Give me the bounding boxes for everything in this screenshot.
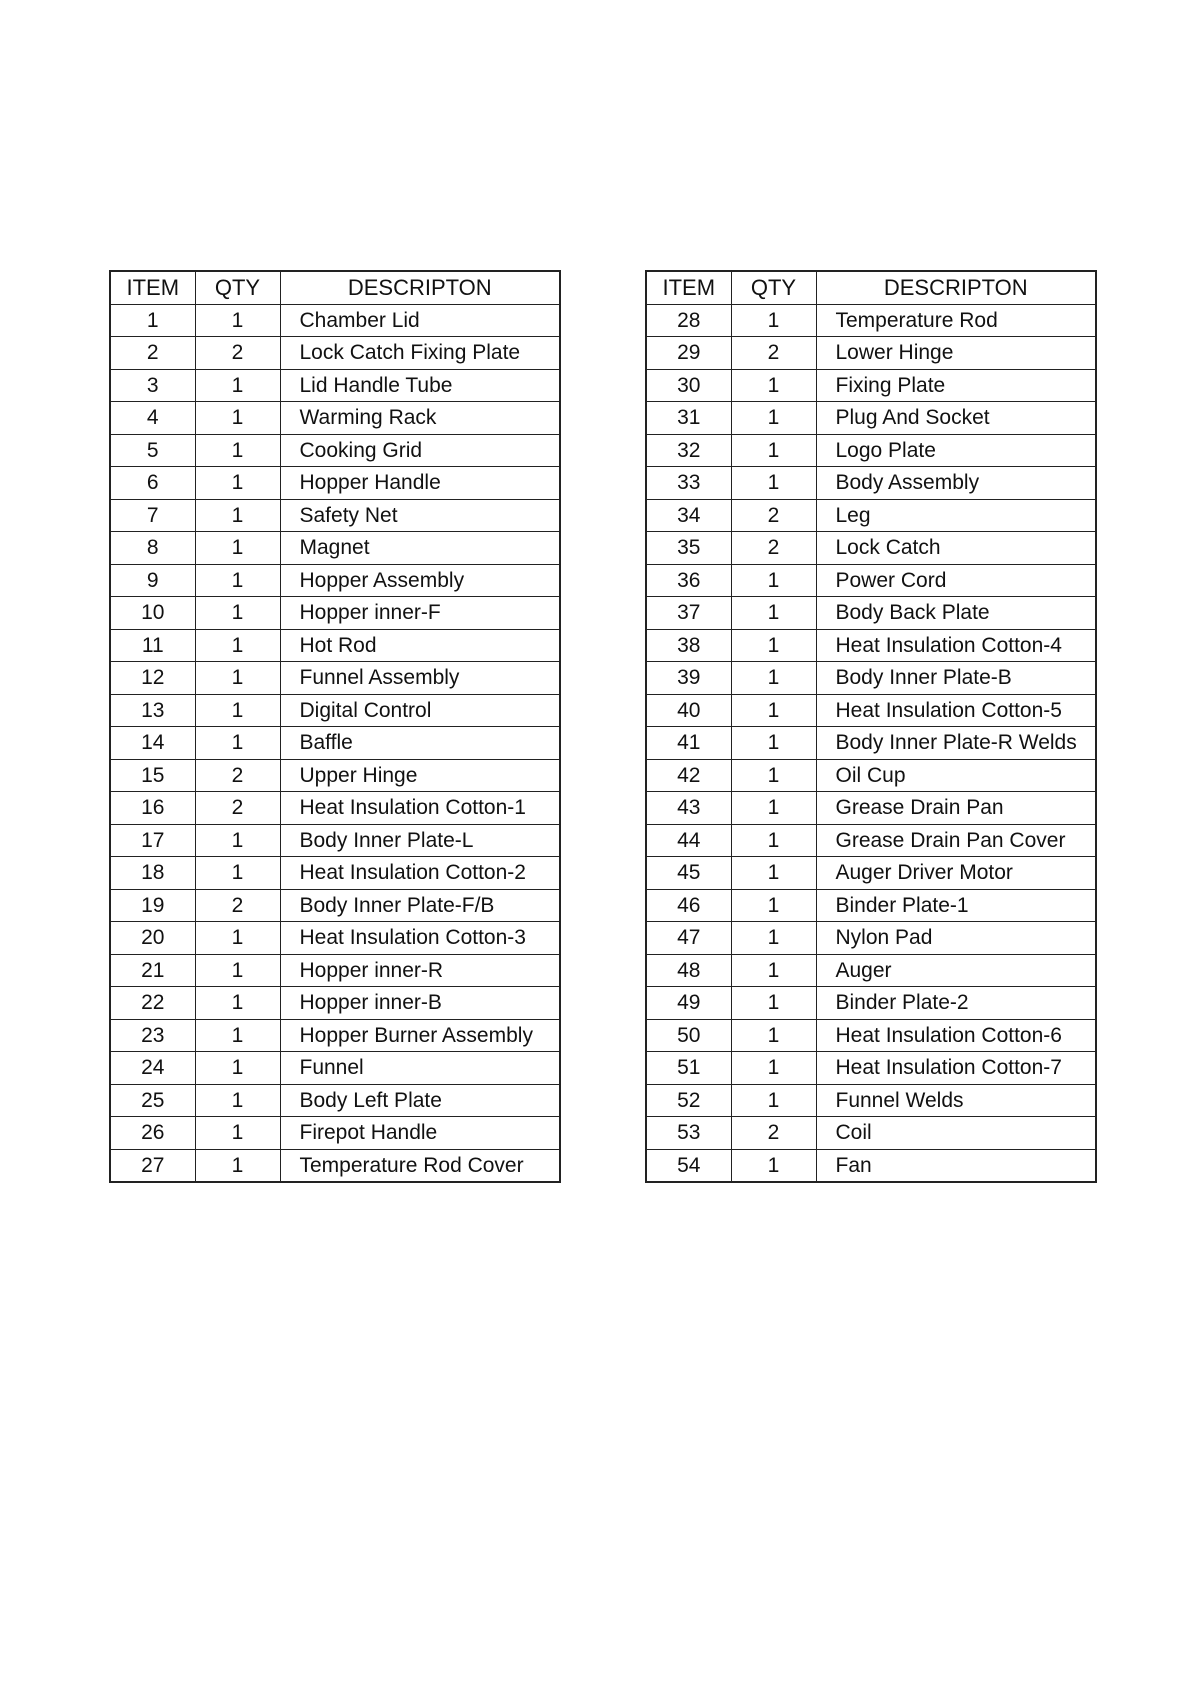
table-row [110, 792, 560, 825]
description-cell: Baffle [280, 727, 560, 760]
description-cell: Binder Plate-1 [816, 889, 1096, 922]
quantity-cell: 1 [731, 1019, 816, 1052]
quantity-cell: 1 [731, 304, 816, 337]
table-row [110, 1052, 560, 1085]
quantity-cell: 2 [731, 499, 816, 532]
quantity-cell: 1 [195, 597, 280, 630]
table-row [646, 857, 1096, 890]
description-cell: Hot Rod [280, 629, 560, 662]
item-number-cell: 11 [110, 629, 195, 662]
table-row [646, 727, 1096, 760]
table-row [110, 987, 560, 1020]
description-cell: Body Inner Plate-L [280, 824, 560, 857]
quantity-cell: 1 [731, 759, 816, 792]
item-number-cell: 9 [110, 564, 195, 597]
table-row [646, 987, 1096, 1020]
description-cell: Heat Insulation Cotton-3 [280, 922, 560, 955]
item-number-cell: 49 [646, 987, 731, 1020]
quantity-cell: 2 [195, 889, 280, 922]
item-number-cell: 15 [110, 759, 195, 792]
item-number-cell: 27 [110, 1149, 195, 1182]
description-cell: Funnel Welds [816, 1084, 1096, 1117]
description-cell: Hopper Burner Assembly [280, 1019, 560, 1052]
table-row [646, 662, 1096, 695]
table-row [646, 759, 1096, 792]
item-number-cell: 51 [646, 1052, 731, 1085]
quantity-cell: 1 [195, 532, 280, 565]
quantity-cell: 1 [731, 564, 816, 597]
table-header [646, 271, 1096, 304]
item-number-cell: 26 [110, 1117, 195, 1150]
table-row [646, 1149, 1096, 1182]
item-number-cell: 17 [110, 824, 195, 857]
item-number-cell: 3 [110, 369, 195, 402]
table-row [110, 304, 560, 337]
description-cell: Grease Drain Pan Cover [816, 824, 1096, 857]
table-row [110, 1149, 560, 1182]
quantity-cell: 2 [195, 337, 280, 370]
description-cell: Funnel Assembly [280, 662, 560, 695]
quantity-cell: 1 [731, 402, 816, 435]
quantity-cell: 2 [731, 1117, 816, 1150]
quantity-cell: 2 [731, 337, 816, 370]
description-cell: Chamber Lid [280, 304, 560, 337]
item-number-cell: 50 [646, 1019, 731, 1052]
quantity-cell: 1 [195, 402, 280, 435]
table-row [110, 467, 560, 500]
item-number-cell: 31 [646, 402, 731, 435]
quantity-cell: 1 [195, 1019, 280, 1052]
item-number-cell: 39 [646, 662, 731, 695]
quantity-cell: 1 [731, 889, 816, 922]
item-number-cell: 47 [646, 922, 731, 955]
quantity-cell: 1 [195, 1149, 280, 1182]
item-number-cell: 6 [110, 467, 195, 500]
item-number-cell: 22 [110, 987, 195, 1020]
quantity-cell: 1 [731, 369, 816, 402]
quantity-cell: 1 [195, 304, 280, 337]
item-number-cell: 37 [646, 597, 731, 630]
quantity-cell: 1 [731, 434, 816, 467]
item-number-cell: 20 [110, 922, 195, 955]
quantity-cell: 1 [195, 1117, 280, 1150]
quantity-cell: 1 [195, 727, 280, 760]
description-cell: Lock Catch [816, 532, 1096, 565]
description-cell: Heat Insulation Cotton-4 [816, 629, 1096, 662]
description-cell: Binder Plate-2 [816, 987, 1096, 1020]
parts-table-left [109, 270, 561, 1183]
quantity-cell: 1 [731, 1052, 816, 1085]
header-description: DESCRIPTON [280, 271, 560, 304]
description-cell: Hopper Assembly [280, 564, 560, 597]
description-cell: Body Left Plate [280, 1084, 560, 1117]
item-number-cell: 13 [110, 694, 195, 727]
item-number-cell: 23 [110, 1019, 195, 1052]
description-cell: Warming Rack [280, 402, 560, 435]
table-row [110, 889, 560, 922]
description-cell: Auger Driver Motor [816, 857, 1096, 890]
quantity-cell: 1 [731, 987, 816, 1020]
item-number-cell: 40 [646, 694, 731, 727]
item-number-cell: 38 [646, 629, 731, 662]
description-cell: Heat Insulation Cotton-1 [280, 792, 560, 825]
description-cell: Digital Control [280, 694, 560, 727]
description-cell: Fan [816, 1149, 1096, 1182]
item-number-cell: 33 [646, 467, 731, 500]
description-cell: Firepot Handle [280, 1117, 560, 1150]
description-cell: Body Assembly [816, 467, 1096, 500]
quantity-cell: 1 [731, 694, 816, 727]
description-cell: Hopper Handle [280, 467, 560, 500]
item-number-cell: 53 [646, 1117, 731, 1150]
item-number-cell: 46 [646, 889, 731, 922]
description-cell: Logo Plate [816, 434, 1096, 467]
item-number-cell: 41 [646, 727, 731, 760]
table-row [646, 824, 1096, 857]
description-cell: Body Back Plate [816, 597, 1096, 630]
header-item: ITEM [646, 271, 731, 304]
quantity-cell: 1 [731, 727, 816, 760]
header-item: ITEM [110, 271, 195, 304]
table-row [646, 1084, 1096, 1117]
description-cell: Hopper inner-B [280, 987, 560, 1020]
table-row [646, 304, 1096, 337]
table-body [646, 304, 1096, 1182]
quantity-cell: 1 [195, 694, 280, 727]
item-number-cell: 5 [110, 434, 195, 467]
quantity-cell: 2 [195, 792, 280, 825]
table-row [110, 662, 560, 695]
item-number-cell: 8 [110, 532, 195, 565]
table-row [646, 1052, 1096, 1085]
quantity-cell: 1 [195, 467, 280, 500]
quantity-cell: 1 [195, 954, 280, 987]
header-qty: QTY [195, 271, 280, 304]
description-cell: Upper Hinge [280, 759, 560, 792]
quantity-cell: 1 [195, 857, 280, 890]
header-row [646, 271, 1096, 304]
description-cell: Funnel [280, 1052, 560, 1085]
quantity-cell: 1 [195, 987, 280, 1020]
table-row [110, 597, 560, 630]
description-cell: Lower Hinge [816, 337, 1096, 370]
item-number-cell: 54 [646, 1149, 731, 1182]
description-cell: Grease Drain Pan [816, 792, 1096, 825]
description-cell: Lid Handle Tube [280, 369, 560, 402]
table-row [110, 857, 560, 890]
quantity-cell: 2 [731, 532, 816, 565]
table-row [110, 727, 560, 760]
table-body [110, 304, 560, 1182]
table-row [110, 694, 560, 727]
table-row [110, 922, 560, 955]
table-row [110, 499, 560, 532]
quantity-cell: 2 [195, 759, 280, 792]
table-row [646, 597, 1096, 630]
table-row [646, 694, 1096, 727]
quantity-cell: 1 [731, 792, 816, 825]
table-row [646, 1117, 1096, 1150]
description-cell: Body Inner Plate-R Welds [816, 727, 1096, 760]
parts-table-right [645, 270, 1097, 1183]
table-row [646, 889, 1096, 922]
quantity-cell: 1 [731, 824, 816, 857]
table-row [646, 402, 1096, 435]
description-cell: Body Inner Plate-F/B [280, 889, 560, 922]
table-row [646, 434, 1096, 467]
item-number-cell: 12 [110, 662, 195, 695]
quantity-cell: 1 [195, 922, 280, 955]
description-cell: Temperature Rod [816, 304, 1096, 337]
table-row [646, 629, 1096, 662]
description-cell: Magnet [280, 532, 560, 565]
description-cell: Heat Insulation Cotton-2 [280, 857, 560, 890]
description-cell: Power Cord [816, 564, 1096, 597]
table-row [646, 337, 1096, 370]
quantity-cell: 1 [195, 434, 280, 467]
description-cell: Body Inner Plate-B [816, 662, 1096, 695]
item-number-cell: 44 [646, 824, 731, 857]
quantity-cell: 1 [195, 1084, 280, 1117]
description-cell: Hopper inner-F [280, 597, 560, 630]
quantity-cell: 1 [731, 922, 816, 955]
description-cell: Leg [816, 499, 1096, 532]
description-cell: Heat Insulation Cotton-5 [816, 694, 1096, 727]
quantity-cell: 1 [731, 467, 816, 500]
item-number-cell: 28 [646, 304, 731, 337]
item-number-cell: 35 [646, 532, 731, 565]
table-row [646, 499, 1096, 532]
item-number-cell: 18 [110, 857, 195, 890]
item-number-cell: 16 [110, 792, 195, 825]
item-number-cell: 48 [646, 954, 731, 987]
table-row [110, 629, 560, 662]
quantity-cell: 1 [195, 662, 280, 695]
item-number-cell: 36 [646, 564, 731, 597]
item-number-cell: 24 [110, 1052, 195, 1085]
table-row [110, 402, 560, 435]
table-row [110, 1019, 560, 1052]
table-row [646, 792, 1096, 825]
quantity-cell: 1 [195, 369, 280, 402]
description-cell: Lock Catch Fixing Plate [280, 337, 560, 370]
item-number-cell: 4 [110, 402, 195, 435]
table-row [110, 954, 560, 987]
table-row [646, 532, 1096, 565]
item-number-cell: 32 [646, 434, 731, 467]
table-row [110, 369, 560, 402]
item-number-cell: 2 [110, 337, 195, 370]
table-header [110, 271, 560, 304]
table-row [646, 1019, 1096, 1052]
quantity-cell: 1 [731, 1084, 816, 1117]
table-row [110, 759, 560, 792]
item-number-cell: 10 [110, 597, 195, 630]
quantity-cell: 1 [731, 662, 816, 695]
table-row [646, 564, 1096, 597]
quantity-cell: 1 [195, 1052, 280, 1085]
description-cell: Heat Insulation Cotton-7 [816, 1052, 1096, 1085]
table-row [110, 1117, 560, 1150]
quantity-cell: 1 [195, 499, 280, 532]
description-cell: Coil [816, 1117, 1096, 1150]
table-row [110, 532, 560, 565]
item-number-cell: 1 [110, 304, 195, 337]
item-number-cell: 19 [110, 889, 195, 922]
description-cell: Nylon Pad [816, 922, 1096, 955]
item-number-cell: 42 [646, 759, 731, 792]
quantity-cell: 1 [195, 629, 280, 662]
quantity-cell: 1 [195, 564, 280, 597]
description-cell: Safety Net [280, 499, 560, 532]
description-cell: Hopper inner-R [280, 954, 560, 987]
item-number-cell: 29 [646, 337, 731, 370]
description-cell: Oil Cup [816, 759, 1096, 792]
quantity-cell: 1 [731, 954, 816, 987]
description-cell: Fixing Plate [816, 369, 1096, 402]
table-row [110, 337, 560, 370]
item-number-cell: 21 [110, 954, 195, 987]
item-number-cell: 30 [646, 369, 731, 402]
quantity-cell: 1 [731, 857, 816, 890]
description-cell: Cooking Grid [280, 434, 560, 467]
table-row [110, 564, 560, 597]
item-number-cell: 14 [110, 727, 195, 760]
table-row [646, 954, 1096, 987]
header-qty: QTY [731, 271, 816, 304]
item-number-cell: 52 [646, 1084, 731, 1117]
description-cell: Plug And Socket [816, 402, 1096, 435]
description-cell: Auger [816, 954, 1096, 987]
table-row [110, 824, 560, 857]
item-number-cell: 7 [110, 499, 195, 532]
table-row [110, 434, 560, 467]
description-cell: Temperature Rod Cover [280, 1149, 560, 1182]
quantity-cell: 1 [731, 1149, 816, 1182]
header-row [110, 271, 560, 304]
quantity-cell: 1 [731, 629, 816, 662]
table-row [646, 922, 1096, 955]
quantity-cell: 1 [195, 824, 280, 857]
item-number-cell: 43 [646, 792, 731, 825]
description-cell: Heat Insulation Cotton-6 [816, 1019, 1096, 1052]
quantity-cell: 1 [731, 597, 816, 630]
header-description: DESCRIPTON [816, 271, 1096, 304]
table-row [110, 1084, 560, 1117]
item-number-cell: 34 [646, 499, 731, 532]
table-row [646, 467, 1096, 500]
table-row [646, 369, 1096, 402]
item-number-cell: 45 [646, 857, 731, 890]
item-number-cell: 25 [110, 1084, 195, 1117]
